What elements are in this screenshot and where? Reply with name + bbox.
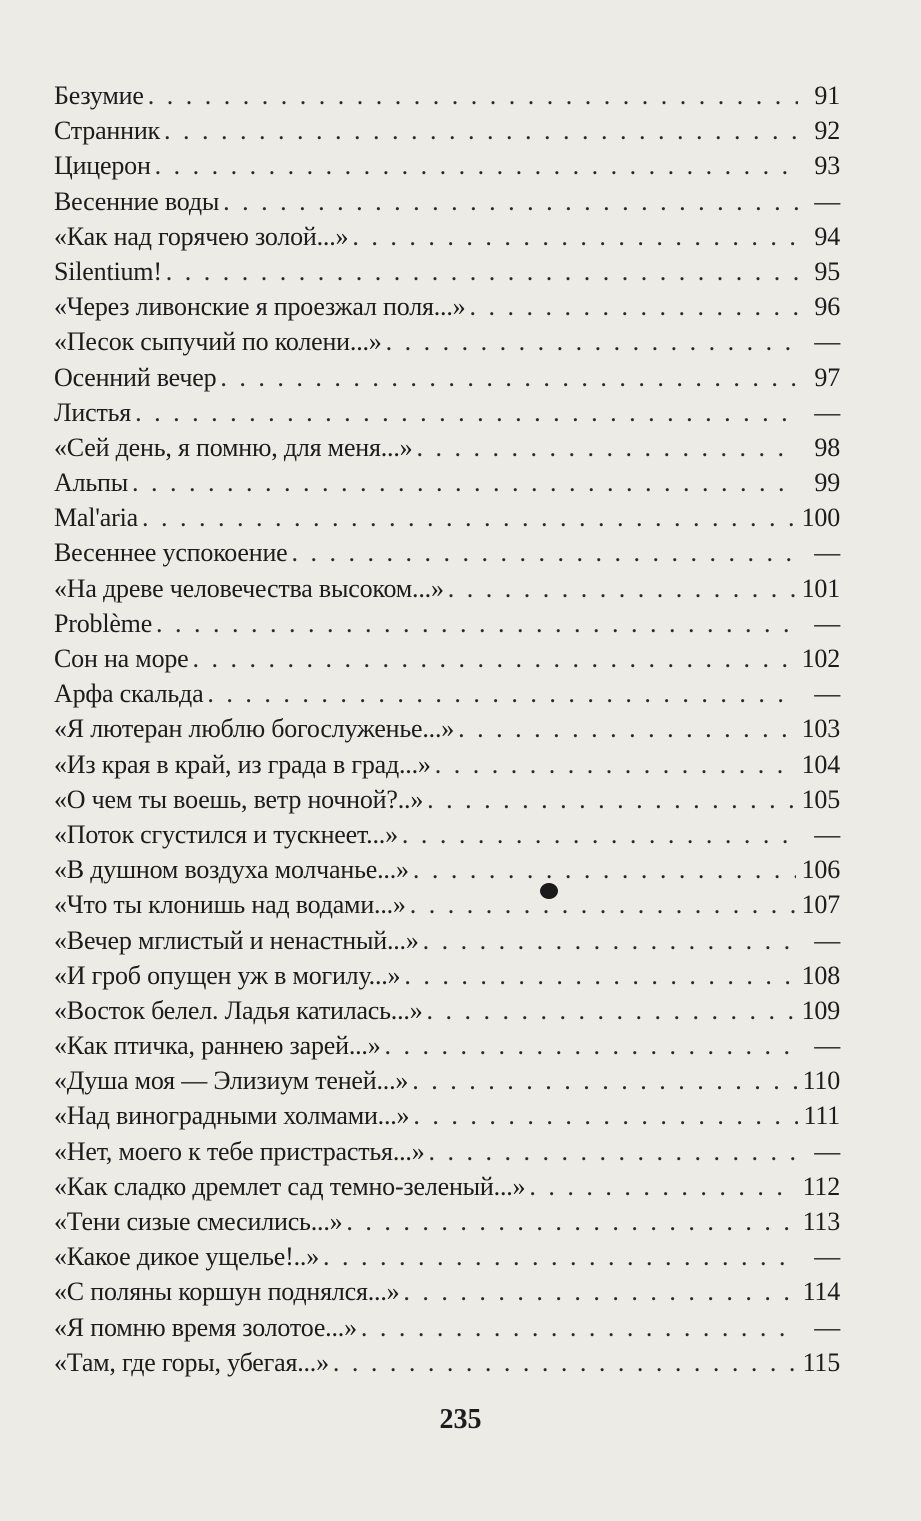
dot-leader [413,1098,797,1133]
toc-entry [54,747,840,782]
dot-leader [412,1063,796,1098]
dot-leader [164,113,798,148]
toc-entry-title: Весеннее успокоение [54,538,288,568]
dot-leader [333,1345,797,1380]
toc-entry-page: 108 [801,960,840,990]
toc-entry-title: Mal'aria [54,503,138,533]
toc-entry-page: — [814,327,840,357]
toc-entry-title: «Как птичка, раннею зарей...» [54,1031,381,1061]
toc-entry [54,782,840,817]
toc-entry-title: «Там, где горы, убегая...» [54,1347,329,1377]
toc-entry-title: «Как над горячею золой...» [54,221,349,251]
toc-entry [54,1098,840,1133]
toc-entry-title: Альпы [54,468,128,498]
dot-leader [352,219,798,254]
toc-entry-title: «Что ты клонишь над водами...» [54,890,406,920]
toc-entry-title: «Тени сизые смесились...» [54,1207,343,1236]
toc-entry [54,324,840,359]
toc-entry-page: 97 [814,362,840,392]
ink-blot [540,883,558,899]
dot-leader [413,852,796,887]
toc-entry-title: Странник [54,116,160,146]
toc-entry [54,1239,840,1274]
toc-entry [54,113,840,148]
toc-entry-title: «Какое дикое ущелье!..» [54,1242,320,1272]
toc-entry-page: 93 [814,151,840,181]
toc-entry [54,993,840,1028]
toc-entry-page: 115 [802,1347,840,1377]
toc-entry-title: Сон на море [54,644,189,673]
toc-entry-title: «Через ливонские я проезжал поля...» [54,292,466,322]
toc-entry-title: «В душном воздуха молчанье...» [54,855,409,885]
toc-entry-title: «О чем ты воешь, ветр ночной?..» [54,784,424,814]
toc-entry-title: Безумие [54,81,144,110]
dot-leader [458,711,796,746]
toc-entry-title: «Над виноградными холмами...» [54,1101,410,1131]
toc-entry [54,430,840,465]
toc-entry [54,711,840,746]
dot-leader [469,289,798,324]
dot-leader [132,465,798,500]
dot-leader [361,1310,798,1345]
toc-entry-title: «Песок сыпучий по колени...» [54,327,382,357]
toc-entry-page: 110 [802,1066,840,1096]
dot-leader [385,1028,798,1063]
toc-entry [54,571,840,606]
toc-entry [54,1345,840,1380]
toc-entry-title: «Восток белел. Ладья катилась...» [54,995,423,1025]
toc-entry-title: «Из края в край, из града в град...» [54,749,431,779]
toc-entry-title: «Сей день, я помню, для меня...» [54,432,413,462]
toc-entry-page: 98 [814,432,840,462]
toc-entry [54,289,840,324]
toc-entry [54,184,840,219]
toc-entry-title: Problème [54,608,153,638]
toc-entry-page: 103 [801,714,840,744]
toc-entry-title: Silentium! [54,256,162,286]
toc-entry-page: — [814,1312,840,1342]
toc-entry-page: — [814,925,840,955]
toc-entry-title: «Поток сгустился и тускнеет...» [54,819,398,849]
toc-entry-page: 100 [801,503,840,533]
toc-entry [54,676,840,711]
dot-leader [435,747,796,782]
toc-entry-page: 95 [814,256,840,286]
dot-leader [423,923,798,958]
toc-entry-page: — [814,397,840,427]
dot-leader [207,676,798,711]
dot-leader [142,500,796,535]
toc-entry [54,1134,840,1169]
toc-entry-page: 102 [801,644,840,673]
toc-entry-page: — [814,538,840,568]
toc-entry-page: 106 [801,855,840,885]
toc-entry-page: 101 [801,573,840,603]
toc-entry-page: 105 [801,784,840,814]
dot-leader [148,78,798,113]
toc-entry [54,535,840,570]
toc-entry [54,923,840,958]
dot-leader [135,395,798,430]
toc-entry-title: «Я помню время золотое...» [54,1312,357,1342]
dot-leader [155,148,798,183]
toc-entry [54,1028,840,1063]
toc-entry [54,817,840,852]
toc-entry-title: «Нет, моего к тебе пристрастья...» [54,1136,425,1166]
dot-leader [166,254,798,289]
toc-entry [54,465,840,500]
toc-entry [54,641,840,676]
dot-leader [193,641,796,676]
toc-entry [54,958,840,993]
dot-leader [427,782,795,817]
toc-entry-page: 109 [801,995,840,1025]
toc-entry [54,1204,840,1239]
toc-entry-title: Осенний вечер [54,362,217,392]
toc-entry-title: Арфа скальда [54,679,204,709]
toc-entry [54,1063,840,1098]
toc-entry-page: 92 [814,116,840,146]
toc-entry [54,1310,840,1345]
dot-leader [404,958,795,993]
toc-entry-title: Листья [54,397,132,427]
toc-entry-page: — [814,608,840,638]
toc-entry-page: 99 [814,468,840,498]
toc-entry-page: — [814,1242,840,1272]
dot-leader [529,1169,796,1204]
toc-entry-page: 94 [814,221,840,251]
toc-entry-page: 114 [802,1277,840,1307]
toc-entry-page: 96 [814,292,840,322]
toc-entry-title: Весенние воды [54,186,220,216]
toc-entry-page: 112 [802,1171,840,1201]
toc-entry-title: Цицерон [54,151,151,181]
dot-leader [429,1134,798,1169]
toc-entry [54,500,840,535]
toc-entry-page: — [814,819,840,849]
toc-entry [54,395,840,430]
toc-entry [54,1169,840,1204]
toc-entry-page: 111 [803,1101,840,1131]
toc-entry [54,148,840,183]
page-number: 235 [439,1404,482,1435]
toc-entry [54,852,840,887]
toc-entry-page: 104 [801,749,840,779]
toc-entry-page: 113 [802,1207,840,1236]
dot-leader [223,184,798,219]
toc-entry-page: — [814,679,840,709]
toc-entry-page: 107 [801,890,840,920]
toc-entry-title: «С поляны коршун поднялся...» [54,1277,400,1307]
toc-entry [54,254,840,289]
toc-entry-title: «Вечер мглистый и ненастный...» [54,925,419,955]
toc-entry-page: 91 [814,81,840,110]
toc-entry [54,78,840,113]
toc-entry-title: «Я лютеран люблю богослуженье...» [54,714,455,744]
dot-leader [410,887,796,922]
dot-leader [386,324,798,359]
dot-leader [156,606,798,641]
toc-entry-page: — [814,1136,840,1166]
toc-entry-page: — [814,186,840,216]
table-of-contents [54,78,840,1380]
dot-leader [403,1274,796,1309]
dot-leader [427,993,796,1028]
toc-entry [54,1274,840,1309]
toc-entry-title: «На древе человечества высоком...» [54,573,444,603]
toc-entry-page: — [814,1031,840,1061]
toc-entry [54,360,840,395]
dot-leader [402,817,798,852]
toc-entry-title: «Душа моя — Элизиум теней...» [54,1066,409,1096]
dot-leader [346,1204,796,1239]
dot-leader [292,535,798,570]
toc-entry [54,887,840,922]
toc-entry-title: «И гроб опущен уж в могилу...» [54,960,401,990]
dot-leader [220,360,798,395]
toc-entry-title: «Как сладко дремлет сад темно-зеленый...» [54,1171,526,1201]
toc-entry [54,606,840,641]
dot-leader [416,430,798,465]
dot-leader [323,1239,798,1274]
toc-entry [54,219,840,254]
dot-leader [448,571,796,606]
